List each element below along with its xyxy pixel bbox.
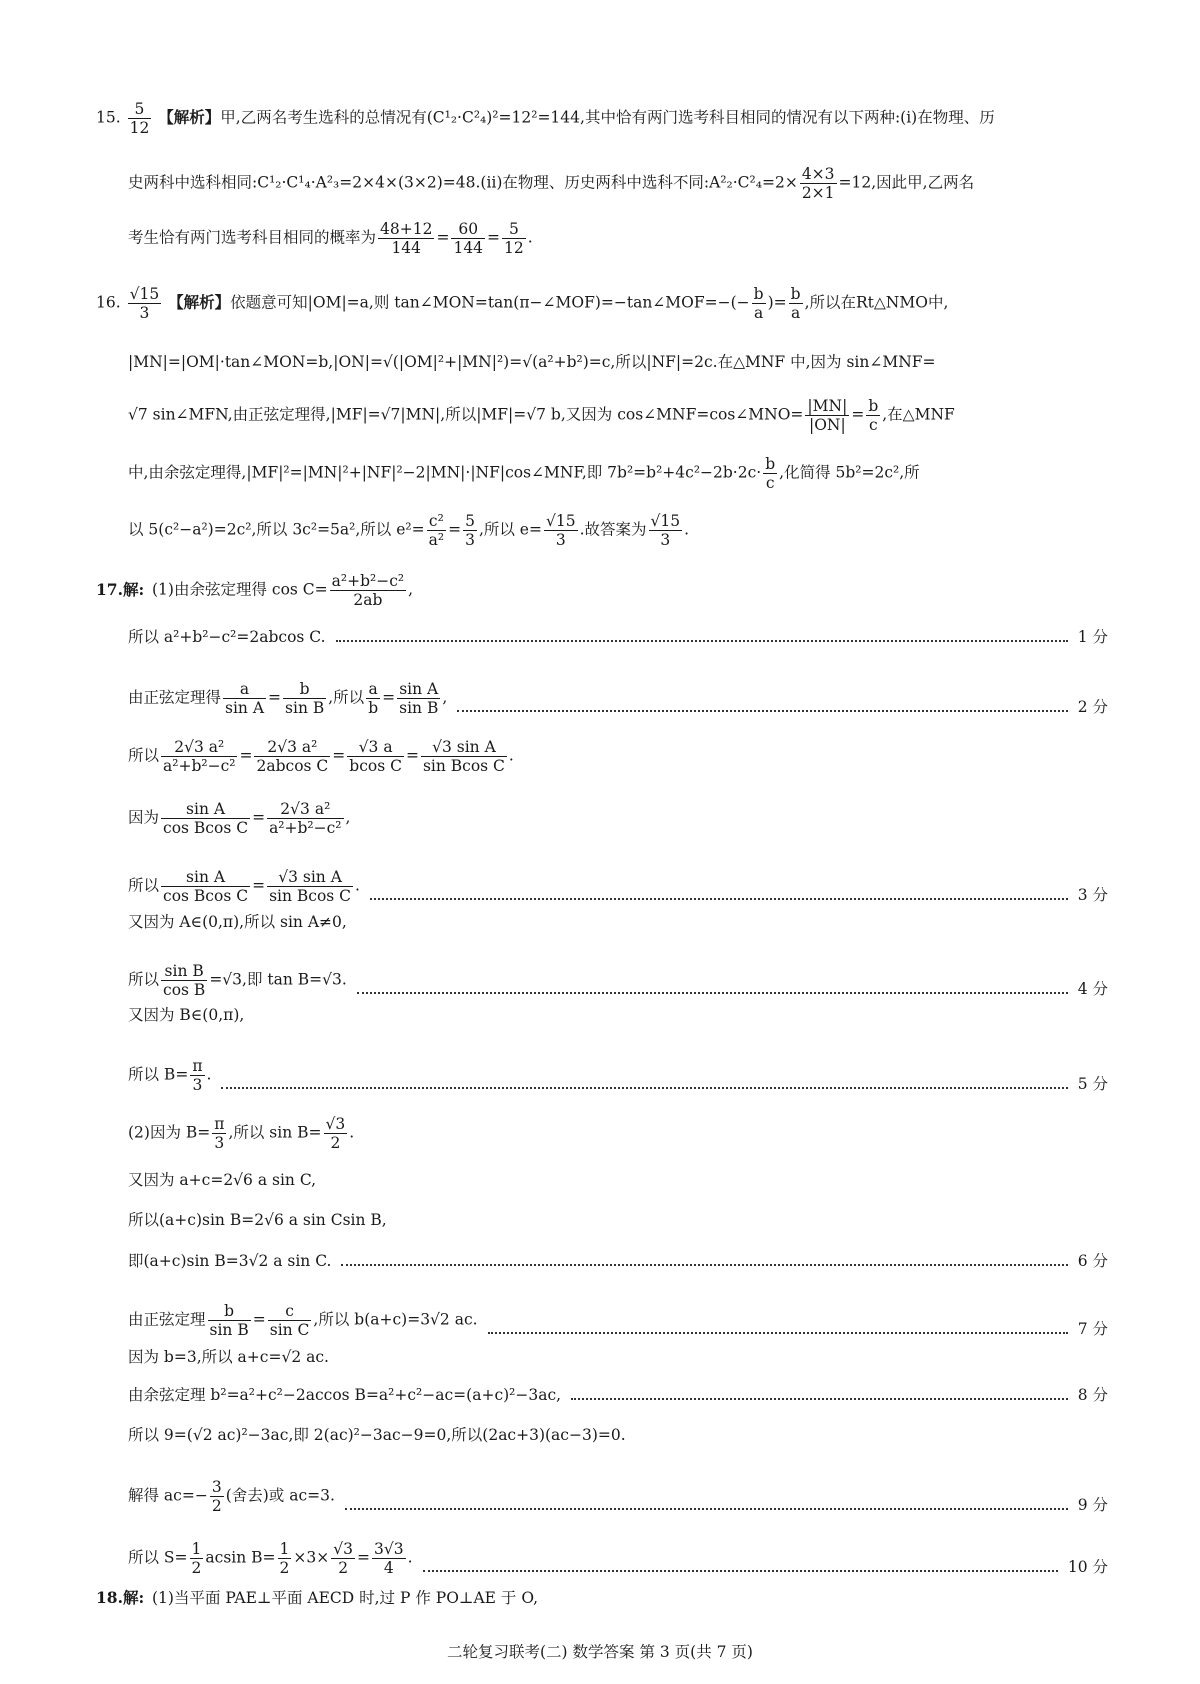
scored-line: 解得 ac=− $\frac{3}{2}$ (舍去)或 ac=3. 9 分 — [128, 1478, 1108, 1515]
page-footer: 二轮复习联考(二) 数学答案 第 3 页(共 7 页) — [447, 1643, 753, 1661]
scored-line: 所以 B= $\frac{\pi}{3}$ . 5 分 — [128, 1057, 1108, 1094]
scored-line: 由正弦定理得 $\frac{a}{\text{sin A}}$ = $\frac{b}{\text{sin B}}$ ,所以 $\frac{a}{b}$ = $\frac{\text{sin A}}{\text{sin B}}$ , 2 分 — [128, 680, 1108, 717]
scored-line: 即(a+c)sin B=3√2 a sin C. 6 分 — [128, 1252, 1108, 1270]
score: 9 分 — [1077, 1496, 1108, 1514]
answer-fraction: $\frac{5}{12}$ — [129, 100, 150, 137]
text-line: 因为 $\frac{\text{sin A}}{\text{cos Bcos C}}$ = $\frac{\text{2√3 a²}}{\text{a²+b²−c²}}$ , — [128, 800, 351, 837]
text-line: 又因为 a+c=2√6 a sin C, — [128, 1171, 317, 1189]
analysis-tag: 【解析】 — [158, 107, 221, 127]
text-line: 所以 9=(√2 ac)²−3ac,即 2(ac)²−3ac−9=0,所以(2ac+3)(ac−3)=0. — [128, 1426, 626, 1444]
text-line: 史两科中选科相同:C¹₂·C¹₄·A²₃=2×4×(3×2)=48.(ⅱ)在物理、历史两科中选科不同:A²₂·C²₄=2× $\frac{4\times 3}{2\times 1}$ =12,因此甲,乙两名 — [128, 165, 975, 202]
text-line: 甲,乙两名考生选科的总情况有(C¹₂·C²₄)²=12²=144,其中恰有两门选考科目相同的情况有以下两种:(ⅰ)在物理、历 — [220, 108, 995, 127]
text-line: 中,由余弦定理得,|MF|²=|MN|²+|NF|²−2|MN|·|NF|cos∠MNF,即 7b²=b²+4c²−2b·2c· $\frac{b}{c}$ ,化简得 5b²=2c²,所 — [128, 455, 920, 492]
score: 1 分 — [1077, 628, 1108, 646]
text-line: 所以(a+c)sin B=2√6 a sin Csin B, — [128, 1211, 387, 1229]
scored-line: 所以 $\frac{\text{sin A}}{\text{cos Bcos C}}$ = $\frac{\text{√3 sin A}}{\text{sin Bcos C}}$ . 3 分 — [128, 868, 1108, 905]
text-line: 以 5(c²−a²)=2c²,所以 3c²=5a²,所以 e²= $\frac{\text{c²}}{\text{a²}}$ = $\frac{5}{3}$ ,所以 e= $\frac{√15}{3}$ .故答案为 $\frac{√15}{3}$ . — [128, 512, 690, 549]
text-line: 因为 b=3,所以 a+c=√2 ac. — [128, 1348, 329, 1366]
scored-line: 所以 a²+b²−c²=2abcos C. 1 分 — [128, 628, 1108, 646]
problem-18-lead: 18.解: — [96, 1588, 145, 1607]
scored-line: 所以 $\frac{\text{sin B}}{\text{cos B}}$ =√3,即 tan B=√3. 4 分 — [128, 962, 1108, 999]
scored-line: 由余弦定理 b²=a²+c²−2accos B=a²+c²−ac=(a+c)²−3ac, 8 分 — [128, 1386, 1108, 1404]
score: 8 分 — [1077, 1386, 1108, 1404]
score: 10 分 — [1067, 1558, 1108, 1576]
problem-number: 16. — [96, 293, 121, 312]
text-line: 又因为 A∈(0,π),所以 sin A≠0, — [128, 913, 347, 931]
score: 7 分 — [1077, 1320, 1108, 1338]
analysis-tag: 【解析】 — [168, 292, 231, 312]
score: 3 分 — [1077, 886, 1108, 904]
problem-15 — [96, 100, 995, 137]
score: 2 分 — [1077, 698, 1108, 716]
text-line: 所以 $\frac{\text{2√3 a²}}{\text{a²+b²−c²}}$ = $\frac{\text{2√3 a²}}{\text{2abcos C}}$ = $\frac{√3 a}{\text{bcos C}}$ = $\frac{\text{√3 sin A}}{\text{sin Bcos C}}$ . — [128, 738, 514, 775]
problem-number: 15. — [96, 108, 121, 127]
problem-17-lead: 17.解: — [96, 580, 145, 599]
text-line: (2)因为 B= $\frac{\pi}{3}$ ,所以 sin B= $\frac{√3}{2}$ . — [128, 1115, 355, 1152]
text-line: |MN|=|OM|·tan∠MON=b,|ON|=√(|OM|²+|MN|²)=√(a²+b²)=c,所以|NF|=2c.在△MNF 中,因为 sin∠MNF= — [128, 353, 936, 371]
scored-line: 由正弦定理 $\frac{b}{\text{sin B}}$ = $\frac{c}{\text{sin C}}$ ,所以 b(a+c)=3√2 ac. 7 分 — [128, 1302, 1108, 1339]
text-line: √7 sin∠MFN,由正弦定理得,|MF|=√7|MN|,所以|MF|=√7 b,又因为 cos∠MNF=cos∠MNO= $\frac{|MN|}{|ON|}$ = $\frac{b}{c}$ ,在△MNF — [128, 397, 955, 434]
answer-fraction: $\frac{√15}{3}$ — [129, 285, 160, 322]
text-line: (1)当平面 PAE⊥平面 AECD 时,过 P 作 PO⊥AE 于 O, — [152, 1589, 539, 1607]
text-line: 又因为 B∈(0,π), — [128, 1006, 245, 1024]
score: 4 分 — [1077, 980, 1108, 998]
score: 5 分 — [1077, 1075, 1108, 1093]
scored-line: 所以 S= $\frac{1}{2}$ acsin B= $\frac{1}{2}$ ×3× $\frac{√3}{2}$ = $\frac{3√3}{4}$ . 10 分 — [128, 1540, 1108, 1577]
text-line: (1)由余弦定理得 cos C= $\frac{\text{a²+b²−c²}}{2ab}$ , — [152, 572, 414, 609]
text-line: 考生恰有两门选考科目相同的概率为 $\frac{48+12}{144}$ = $\frac{60}{144}$ = $\frac{5}{12}$ . — [128, 220, 533, 257]
problem-16: 16. $\frac{√15}{3}$ 【解析】依题意可知|OM|=a,则 tan∠MON=tan(π−∠MOF)=−tan∠MOF=−(− $\frac{b}{a}$ )= $\frac{b}{a}$ ,所以在Rt△NMO中, — [96, 285, 949, 322]
score: 6 分 — [1077, 1252, 1108, 1270]
